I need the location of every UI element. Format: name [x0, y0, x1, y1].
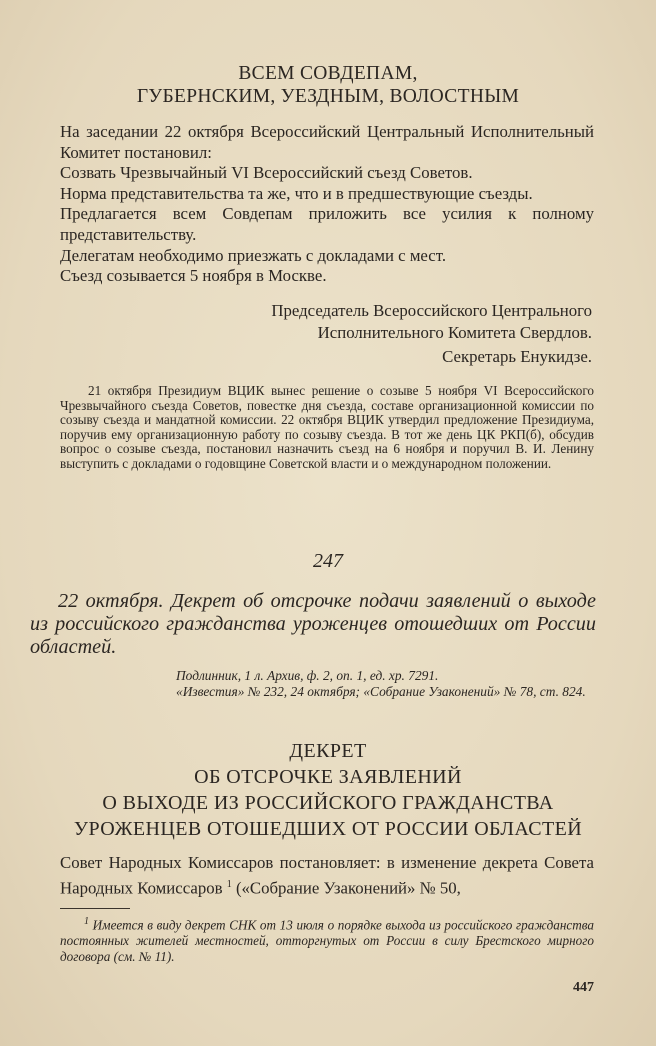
decree-heading-line-3: О ВЫХОДЕ ИЗ РОССИЙСКОГО ГРАЖДАНСТВА [102, 792, 554, 814]
telegram-paragraph-2: Созвать Чрезвычайный VI Всероссийский съезд Советов. [60, 163, 473, 183]
telegram-paragraph-6: Съезд созывается 5 ноября в Москве. [60, 266, 327, 286]
decree-heading-line-1: ДЕКРЕТ [289, 740, 367, 762]
decree-body [60, 852, 594, 900]
footnote [60, 914, 594, 965]
telegram-paragraph-5: Делегатам необходимо приезжать с докладами с мест. [60, 245, 447, 265]
chairman-line-1: Председатель Всероссийского Центрального [271, 301, 592, 320]
telegram-body [60, 122, 594, 287]
decree-text-start: Совет Народных Комиссаров постановляет: в изменение декрета Совета Народных Комиссаров [60, 853, 594, 898]
editorial-note: 21 октября Президиум ВЦИК вынес решение о созыве 5 ноября VI Всероссийского Чрезвычайного съезда Советов, повестке дня съезда, составе организационной комиссии по созыву съезда и мандатной комиссии. 22 октября ВЦИК утвердил предложение Президиума, поручив ему организационную работу по созыву съезда. В тот же день ЦК РКП(б), обсудив вопрос о созыве съезда, постановил назначить съезд на 6 ноября и поручил В. И. Ленину выступить с докладами о годовщине Советской власти и о международном положении. [60, 383, 594, 471]
decree-text-cont: («Собрание Узаконений» № 50, [235, 878, 461, 898]
page-number: 447 [573, 980, 594, 995]
document-number: 247 [313, 550, 343, 572]
telegram-paragraph-1: На заседании 22 октября Всероссийский Центральный Исполнительный Комитет постановил: [60, 122, 594, 162]
footnote-text: Имеется в виду декрет СНК от 13 июля о порядке выхода из российского гражданства постоянных жителей местностей, отторгнутых от России в силу Брестского мирного договора (см. № 11). [60, 917, 595, 965]
heading-line-2: ГУБЕРНСКИМ, УЕЗДНЫМ, ВОЛОСТНЫМ [136, 86, 520, 107]
telegram-paragraph-4: Предлагается всем Совдепам приложить все усилия к полному представительству. [60, 204, 594, 244]
chairman-signature [271, 300, 592, 344]
heading-line-1: ВСЕМ СОВДЕПАМ, [238, 63, 418, 84]
decree-heading-line-4: УРОЖЕНЦЕВ ОТОШЕДШИХ ОТ РОССИИ ОБЛАСТЕЙ [73, 818, 583, 840]
source-line-2: «Известия» № 232, 24 октября; «Собрание Узаконений» № 78, ст. 824. [176, 684, 586, 699]
secretary-signature: Секретарь Енукидзе. [442, 347, 592, 366]
decree-heading [0, 738, 656, 842]
footnote-divider [60, 908, 130, 909]
telegram-paragraph-3: Норма представительства та же, что и в предшествующие съезды. [60, 183, 533, 203]
source-reference [150, 668, 596, 700]
footnote-ref: 1 [226, 879, 232, 890]
footnote-mark: 1 [84, 916, 89, 927]
telegram-heading [0, 62, 656, 108]
decree-heading-line-2: ОБ ОТСРОЧКЕ ЗАЯВЛЕНИЙ [194, 766, 462, 788]
document-title: 22 октября. Декрет об отсрочке подачи заявлений о выходе из российского гражданства уроженцев отошедших от России областей. [30, 590, 596, 658]
source-line-1: Подлинник, 1 л. Архив, ф. 2, оп. 1, ед. хр. 7291. [176, 668, 439, 683]
chairman-line-2: Исполнительного Комитета Свердлов. [317, 323, 592, 342]
